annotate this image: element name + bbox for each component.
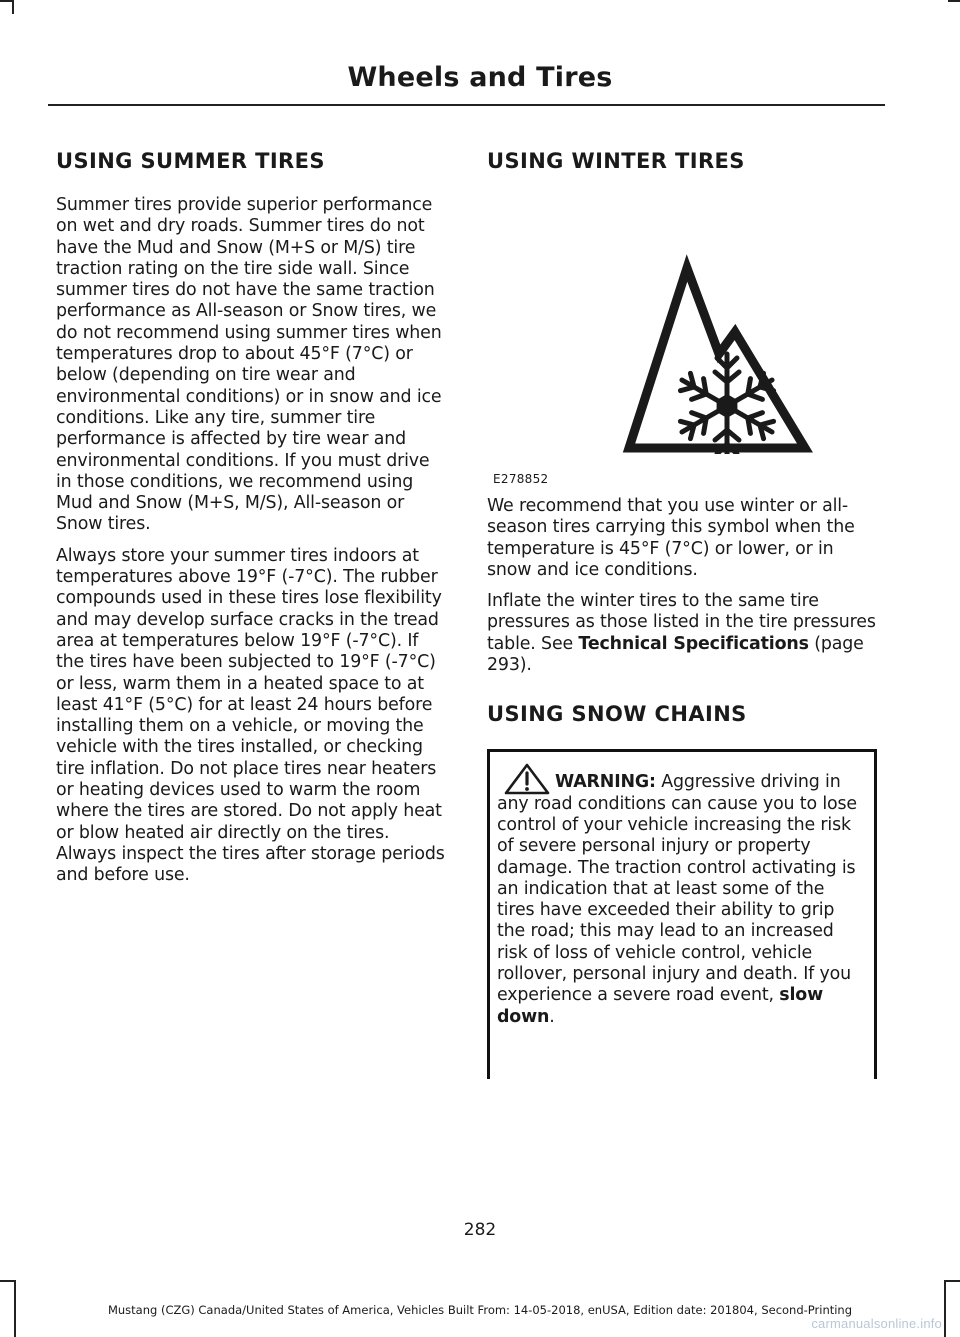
three-peak-mountain-snowflake-icon — [617, 254, 817, 454]
crop-mark — [948, 0, 960, 2]
warning-text — [497, 772, 864, 1028]
warning-body: Aggressive driving in any road conditions can cause you to lose control of your vehicle increasing the risk of severe personal injury or property damage. The traction control activating is an indication that at least some of the tires have exceeded their ability to grip the road; this may lead to an increased risk of loss of vehicle control, vehicle rollover, personal injury and death. If you experience a severe road event, — [497, 772, 857, 1006]
footer-edition-info: Mustang (CZG) Canada/United States of America, Vehicles Built From: 14-05-2018, enUSA, Edition date: 201804, Second-Printing — [107, 1303, 853, 1317]
winter-tires-paragraph-1: We recommend that you use winter or all-season tires carrying this symbol when the temperature is 45°F (7°C) or lower, or in snow and ice conditions. — [487, 496, 855, 580]
watermark: carmanualsonline.info — [811, 1316, 942, 1331]
section-heading-summer-tires: USING SUMMER TIRES — [56, 149, 325, 173]
winter-tire-symbol-figure — [487, 176, 880, 496]
technical-specifications-link[interactable]: Technical Specifications — [578, 633, 809, 654]
warning-triangle-icon — [503, 762, 555, 796]
left-column — [56, 146, 448, 887]
inflate-text: Inflate the winter tires to the same tire pressures as those listed in the tire pressures table. See — [487, 591, 876, 654]
summer-tires-paragraph-1: Summer tires provide superior performance on wet and dry roads. Summer tires do not have the Mud and Snow (M+S or M/S) tire traction rating on the tire side wall. Since summer tires do not have the same traction performance as All-season or Snow tires, we do not recommend using summer tires when temperatures drop to about 45°F (7°C) or below (depending on tire wear and environmental conditions) or in snow and ice conditions. Like any tire, summer tire performance is affected by tire wear and environmental conditions. If you must drive in those conditions, we recommend using Mud and Snow (M+S, M/S), All-season or Snow tires. — [56, 195, 442, 535]
slow-down-emphasis: slow down — [497, 985, 823, 1027]
figure-id: E278852 — [493, 472, 549, 486]
section-heading-snow-chains: USING SNOW CHAINS — [487, 702, 747, 727]
winter-tires-paragraph-2 — [487, 591, 880, 676]
header-divider — [48, 104, 885, 106]
warning-box — [487, 749, 877, 1079]
crop-mark — [0, 0, 12, 2]
warning-label: WARNING: — [555, 772, 656, 793]
right-column — [487, 146, 880, 1079]
crop-mark — [12, 0, 14, 14]
section-heading-winter-tires: USING WINTER TIRES — [487, 149, 745, 173]
page-number: 282 — [463, 1220, 497, 1240]
crop-mark — [944, 1280, 960, 1282]
page-header-title: Wheels and Tires — [347, 62, 613, 93]
summer-tires-paragraph-2: Always store your summer tires indoors at temperatures above 19°F (-7°C). The rubber compounds used in these tires lose flexibility and may develop surface cracks in the tread area at temperatures below 19°F (-7°C). If the tires have been subjected to 19°F (-7°C) or less, warm them in a heated space to at least 41°F (5°C) for at least 24 hours before installing them on a vehicle, or moving the vehicle with the tires installed, or checking tire inflation. Do not place tires near heaters or heating devices used to warm the room where the tires are stored. Do not apply heat or blow heated air directly on the tires. Always inspect the tires after storage periods and before use. — [56, 545, 445, 886]
page-ref-text: (page 293). — [487, 633, 864, 676]
warning-end: . — [549, 1006, 555, 1027]
